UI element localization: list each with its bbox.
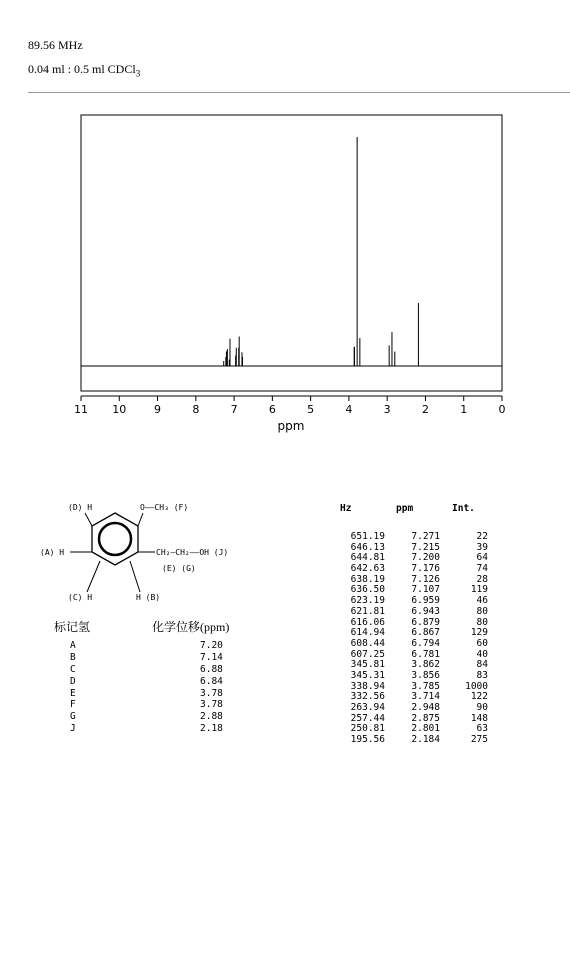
peak-hz: 646.13 xyxy=(350,541,385,553)
peak-intensity: 63 xyxy=(476,723,488,735)
peak-intensity: 28 xyxy=(476,573,488,585)
assignment-shift: 3.78 xyxy=(200,699,223,711)
peak-ppm: 3.856 xyxy=(411,669,440,681)
peak-ppm: 6.879 xyxy=(411,616,440,628)
x-tick-label: 8 xyxy=(192,403,200,416)
assignment-shift: 2.18 xyxy=(200,723,223,735)
peak-intensity: 74 xyxy=(476,563,488,575)
molecule-structure xyxy=(40,495,280,610)
peak-ppm: 6.959 xyxy=(411,595,440,607)
peak-intensity: 83 xyxy=(476,669,488,681)
assignment-row xyxy=(70,723,260,735)
peak-ppm: 6.781 xyxy=(411,648,440,660)
x-tick-label: 5 xyxy=(307,403,315,416)
peak-ppm: 2.801 xyxy=(411,723,440,735)
x-tick-label: 11 xyxy=(74,403,88,416)
x-tick-label: 9 xyxy=(154,403,162,416)
assignment-label: A xyxy=(70,640,76,651)
sample-label xyxy=(28,62,140,78)
peak-intensity: 90 xyxy=(476,702,488,713)
x-tick-label: 10 xyxy=(112,403,127,416)
peak-row xyxy=(332,735,502,746)
peak-ppm: 3.862 xyxy=(411,659,440,671)
assignment-row xyxy=(70,711,260,723)
peak-hz: 636.50 xyxy=(350,584,385,596)
peak-hz: 623.19 xyxy=(350,595,385,607)
peak-ppm: 2.875 xyxy=(411,712,440,724)
x-tick-label: 0 xyxy=(498,403,506,416)
peak-intensity: 40 xyxy=(476,648,488,660)
assignment-label: E xyxy=(70,687,76,699)
label-chain: CH₂—CH₂——OH (J) xyxy=(156,548,229,557)
peak-intensity: 1000 xyxy=(465,680,488,692)
peak-intensity: 64 xyxy=(476,552,488,564)
assignment-label: D xyxy=(70,675,76,687)
peak-ppm: 7.271 xyxy=(411,531,440,542)
peak-hz: 642.63 xyxy=(350,563,385,575)
assignment-shift-header: 化学位移(ppm) xyxy=(152,620,230,634)
peak-ppm: 6.943 xyxy=(411,605,440,617)
assignment-shift: 6.84 xyxy=(200,675,223,687)
peak-intensity: 39 xyxy=(476,541,488,553)
hz-header: Hz xyxy=(340,503,352,514)
peak-hz: 638.19 xyxy=(350,573,385,585)
label-a: (A) H xyxy=(40,548,65,557)
peak-ppm: 7.215 xyxy=(411,541,440,553)
assignment-row xyxy=(70,652,260,664)
assignment-label-header: 标记氢 xyxy=(54,620,91,634)
assignment-label: J xyxy=(70,723,76,735)
sample-ratio: 0.04 ml : 0.5 ml CDCl xyxy=(28,62,136,76)
x-tick-label: 7 xyxy=(230,403,238,416)
assignment-row xyxy=(70,640,260,652)
peak-hz: 614.94 xyxy=(350,627,385,639)
peak-ppm: 3.714 xyxy=(411,691,440,703)
peak-ppm: 2.184 xyxy=(411,734,440,746)
peak-ppm: 6.794 xyxy=(411,637,440,649)
aromatic-circle xyxy=(99,523,131,555)
plot-frame xyxy=(81,115,502,391)
peak-series xyxy=(224,137,419,366)
nmr-spectrum-chart xyxy=(0,100,570,440)
assignment-label: B xyxy=(70,651,76,663)
peak-hz: 651.19 xyxy=(350,531,385,542)
assignment-shift: 2.88 xyxy=(200,711,223,723)
x-tick-label: 6 xyxy=(268,403,276,416)
peak-ppm: 6.867 xyxy=(411,627,440,639)
int-header: Int. xyxy=(452,503,475,514)
label-c: (C) H xyxy=(68,593,93,602)
peak-intensity: 119 xyxy=(470,584,488,596)
peak-intensity: 46 xyxy=(476,595,488,607)
peak-ppm: 2.948 xyxy=(411,702,440,713)
x-axis-label: ppm xyxy=(277,419,305,433)
peak-intensity: 275 xyxy=(470,734,488,746)
x-tick-label: 3 xyxy=(383,403,391,416)
peak-hz: 607.25 xyxy=(350,648,385,660)
label-f: O——CH₃ (F) xyxy=(140,503,189,512)
assignment-row xyxy=(70,676,260,688)
peak-intensity: 80 xyxy=(476,616,488,628)
x-tick-label: 4 xyxy=(345,403,353,416)
x-tick-label: 1 xyxy=(460,403,468,416)
peak-hz: 621.81 xyxy=(350,605,385,617)
x-tick-label: 2 xyxy=(421,403,429,416)
bond-o xyxy=(138,513,143,526)
peak-hz: 616.06 xyxy=(350,616,385,628)
peak-intensity: 22 xyxy=(476,531,488,542)
peak-hz: 345.31 xyxy=(350,669,385,681)
peak-hz: 644.81 xyxy=(350,552,385,564)
peak-hz: 257.44 xyxy=(350,712,385,724)
peak-hz: 195.56 xyxy=(350,734,385,746)
peak-intensity: 80 xyxy=(476,605,488,617)
peak-hz: 263.94 xyxy=(350,702,385,713)
peak-ppm: 7.176 xyxy=(411,563,440,575)
label-eg: (E) (G) xyxy=(162,564,196,573)
peak-intensity: 122 xyxy=(470,691,488,703)
peak-ppm: 3.785 xyxy=(411,680,440,692)
assignment-row xyxy=(70,664,260,676)
assignment-row xyxy=(70,699,260,711)
assignment-shift: 7.14 xyxy=(200,651,223,663)
peak-hz: 608.44 xyxy=(350,637,385,649)
x-axis-ticks xyxy=(74,396,506,416)
peak-hz: 250.81 xyxy=(350,723,385,735)
label-b: H (B) xyxy=(136,593,161,602)
assignment-label: C xyxy=(70,663,76,675)
peak-intensity: 148 xyxy=(470,712,488,724)
assignment-row xyxy=(70,688,260,700)
peak-table xyxy=(332,532,502,746)
peak-row xyxy=(332,639,502,650)
bond-c-visible xyxy=(87,561,100,592)
bond-d xyxy=(85,513,92,526)
assignment-label: F xyxy=(70,699,76,711)
assignment-list xyxy=(70,640,260,735)
peak-intensity: 129 xyxy=(470,627,488,639)
peak-hz: 332.56 xyxy=(350,691,385,703)
peak-hz: 338.94 xyxy=(350,680,385,692)
assignment-label: G xyxy=(70,711,76,723)
sample-subscript: 3 xyxy=(135,68,141,79)
peak-ppm: 7.107 xyxy=(411,584,440,596)
peak-hz: 345.81 xyxy=(350,659,385,671)
frequency-label: 89.56 MHz xyxy=(28,38,83,52)
peak-ppm: 7.126 xyxy=(411,573,440,585)
assignment-shift: 6.88 xyxy=(200,663,223,675)
assignment-shift: 3.78 xyxy=(200,687,223,699)
ppm-header: ppm xyxy=(396,503,414,514)
label-d: (D) H xyxy=(68,503,93,512)
peak-intensity: 60 xyxy=(476,637,488,649)
assignment-shift: 7.20 xyxy=(200,640,223,651)
peak-intensity: 84 xyxy=(476,659,488,671)
peak-ppm: 7.200 xyxy=(411,552,440,564)
peak-row xyxy=(332,607,502,618)
header-divider xyxy=(28,92,570,93)
